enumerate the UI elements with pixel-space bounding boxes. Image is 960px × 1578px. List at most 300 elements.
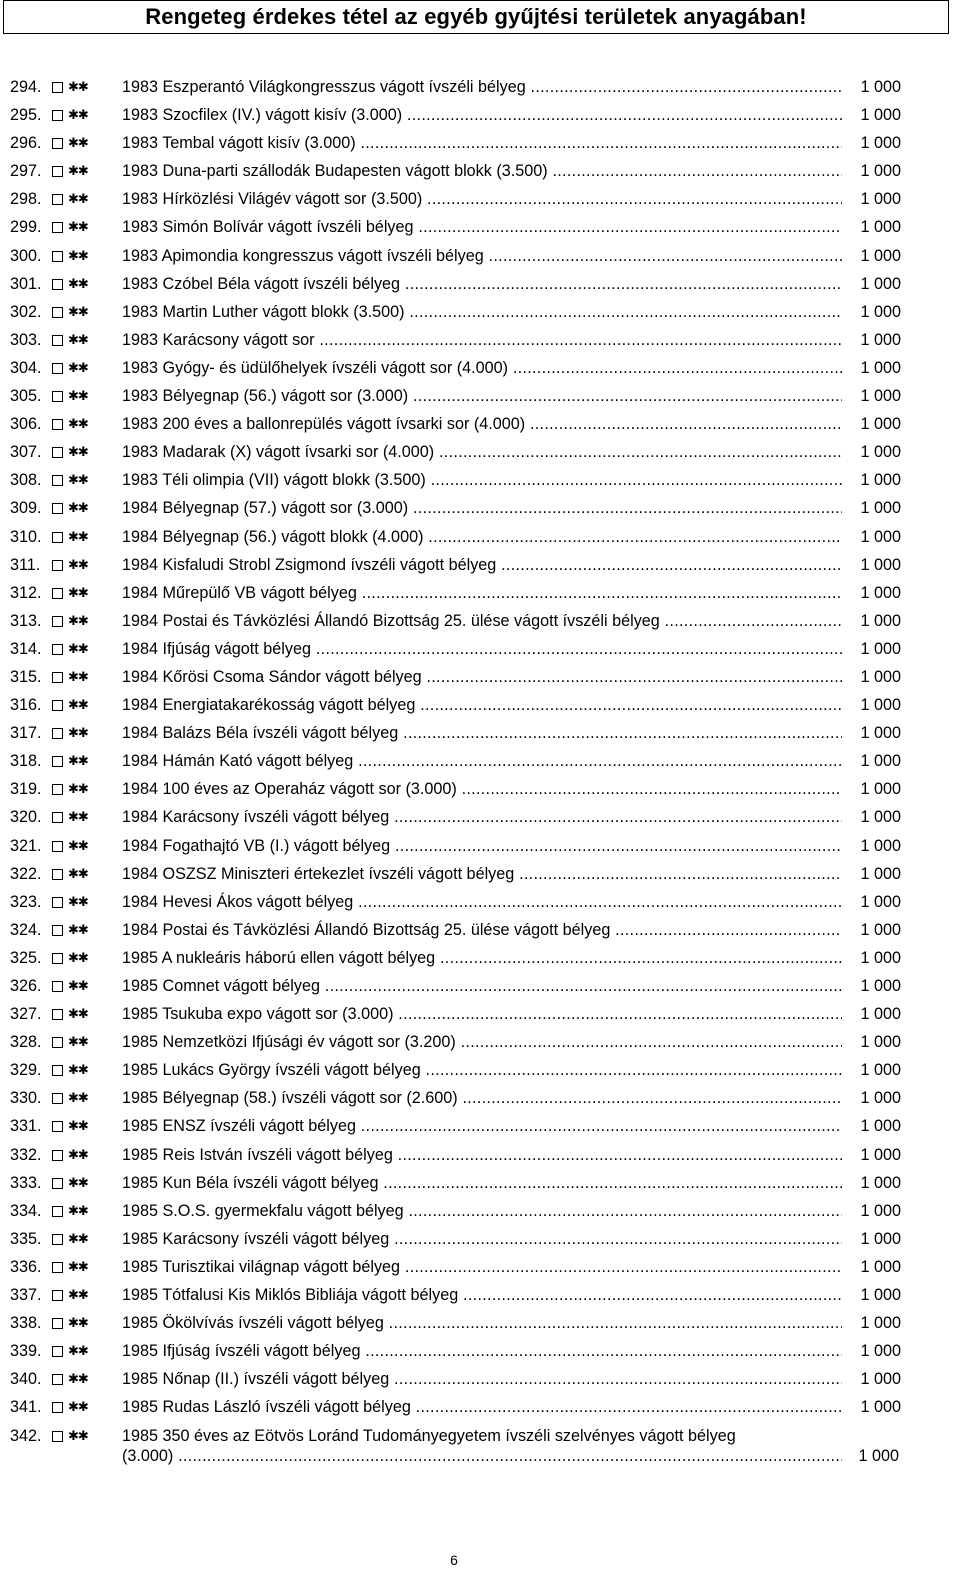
item-description: 1985 Nőnap (II.) ívszéli vágott bélyeg ..... <box>122 1365 899 1393</box>
list-item <box>0 410 960 438</box>
item-description-line2: (3.000) ..... <box>122 1446 852 1466</box>
checkbox-icon <box>52 447 63 458</box>
checkbox-icon <box>52 700 63 711</box>
item-number: 323. <box>10 892 42 911</box>
item-price: 1 000 <box>842 1000 901 1028</box>
list-item <box>0 523 960 551</box>
checkbox-icon <box>52 1037 63 1048</box>
checkbox-icon <box>52 925 63 936</box>
item-price: 1 000 <box>842 101 901 129</box>
list-item <box>0 551 960 579</box>
item-description: 1983 Martin Luther vágott blokk (3.500) ..... <box>122 298 899 326</box>
item-price: 1 000 <box>842 803 901 831</box>
item-number: 296. <box>10 134 42 153</box>
item-price: 1 000 <box>842 1365 901 1393</box>
item-description: 1983 Gyógy- és üdülőhelyek ívszéli vágott sor (4.000) ..... <box>122 354 899 382</box>
item-price: 1 000 <box>842 1084 901 1112</box>
item-description: 1983 Tembal vágott kisív (3.000) ..... <box>122 129 899 157</box>
item-price: 1 000 <box>842 326 901 354</box>
stars-icon: ✱✱ <box>68 500 88 516</box>
checkbox-icon <box>52 82 63 93</box>
checkbox-icon <box>52 1431 63 1442</box>
item-price: 1 000 <box>842 1169 901 1197</box>
list-item <box>0 1337 960 1365</box>
list-item <box>0 1365 960 1393</box>
checkbox-icon <box>52 279 63 290</box>
item-price: 1 000 <box>842 270 901 298</box>
stars-icon: ✱✱ <box>68 1427 88 1443</box>
checkbox-icon <box>52 1178 63 1189</box>
checkbox-icon <box>52 166 63 177</box>
item-description: 1985 Rudas László ívszéli vágott bélyeg ..... <box>122 1393 899 1421</box>
list-item <box>0 438 960 466</box>
checkbox-icon <box>52 897 63 908</box>
item-description: 1983 Eszperantó Világkongresszus vágott ívszéli bélyeg ..... <box>122 73 899 101</box>
stars-icon: ✱✱ <box>68 1230 88 1246</box>
stars-icon: ✱✱ <box>68 1174 88 1190</box>
item-description: 1984 Műrepülő VB vágott bélyeg ..... <box>122 579 899 607</box>
list-item <box>0 326 960 354</box>
item-description: 1984 Postai és Távközlési Állandó Bizottság 25. ülése vágott ívszéli bélyeg ..... <box>122 607 899 635</box>
stars-icon: ✱✱ <box>68 1118 88 1134</box>
item-description: 1984 Bélyegnap (56.) vágott blokk (4.000) ..... <box>122 523 899 551</box>
item-price: 1 000 <box>842 607 901 635</box>
item-number: 325. <box>10 948 42 967</box>
item-price: 1 000 <box>842 719 901 747</box>
list-item <box>0 129 960 157</box>
list-item <box>0 1141 960 1169</box>
item-number: 297. <box>10 162 42 181</box>
item-price: 1 000 <box>842 298 901 326</box>
item-price: 1 000 <box>842 242 901 270</box>
item-description: 1984 Hevesi Ákos vágott bélyeg ..... <box>122 888 899 916</box>
item-number: 321. <box>10 836 42 855</box>
item-price: 1 000 <box>842 1281 901 1309</box>
item-description: 1985 Turisztikai világnap vágott bélyeg ..... <box>122 1253 899 1281</box>
stars-icon: ✱✱ <box>68 556 88 572</box>
item-price: 1 000 <box>842 551 901 579</box>
item-price: 1 000 <box>842 1112 901 1140</box>
checkbox-icon <box>52 588 63 599</box>
checkbox-icon <box>52 560 63 571</box>
checkbox-icon <box>52 672 63 683</box>
item-price: 1 000 <box>842 1225 901 1253</box>
stars-icon: ✱✱ <box>68 697 88 713</box>
item-number: 305. <box>10 387 42 406</box>
item-number: 313. <box>10 611 42 630</box>
item-number: 320. <box>10 808 42 827</box>
page-title: Rengeteg érdekes tétel az egyéb gyűjtési területek anyagában! <box>145 4 807 29</box>
item-description: 1983 Karácsony vágott sor ..... <box>122 326 899 354</box>
item-list <box>0 73 960 1470</box>
page-header <box>3 0 949 34</box>
item-description: 1985 Nemzetközi Ifjúsági év vágott sor (3.200) ..... <box>122 1028 899 1056</box>
stars-icon: ✱✱ <box>68 1062 88 1078</box>
checkbox-icon <box>52 251 63 262</box>
item-price: 1 000 <box>842 691 901 719</box>
checkbox-icon <box>52 728 63 739</box>
page-number: 6 <box>450 1552 458 1568</box>
list-item <box>0 832 960 860</box>
list-item <box>0 663 960 691</box>
item-number: 299. <box>10 218 42 237</box>
checkbox-icon <box>52 812 63 823</box>
item-description: 1984 Kisfaludi Strobl Zsigmond ívszéli vágott bélyeg ..... <box>122 551 899 579</box>
stars-icon: ✱✱ <box>68 1315 88 1331</box>
item-number: 333. <box>10 1173 42 1192</box>
item-number: 322. <box>10 864 42 883</box>
stars-icon: ✱✱ <box>68 978 88 993</box>
item-price: 1 000 <box>842 747 901 775</box>
item-number: 330. <box>10 1089 42 1108</box>
stars-icon: ✱✱ <box>68 1202 88 1218</box>
item-description: 1983 Czóbel Béla vágott ívszéli bélyeg ..... <box>122 270 899 298</box>
list-item <box>0 1393 960 1421</box>
item-number: 314. <box>10 639 42 658</box>
item-price: 1 000 <box>842 523 901 551</box>
item-number: 294. <box>10 78 42 96</box>
item-price: 1 000 <box>842 888 901 916</box>
stars-icon: ✱✱ <box>68 1146 88 1162</box>
list-item <box>0 1225 960 1253</box>
stars-icon: ✱✱ <box>68 135 88 151</box>
checkbox-icon <box>52 1374 63 1385</box>
list-item <box>0 1309 960 1337</box>
item-price: 1 000 <box>842 1337 901 1365</box>
item-number: 319. <box>10 780 42 799</box>
stars-icon: ✱✱ <box>68 359 88 375</box>
item-description: 1984 OSZSZ Miniszteri értekezlet ívszéli vágott bélyeg ..... <box>122 860 899 888</box>
list-item <box>0 1028 960 1056</box>
item-price: 1 000 <box>842 73 901 101</box>
item-description: 1984 100 éves az Operaház vágott sor (3.000) ..... <box>122 775 899 803</box>
item-price: 1 000 <box>842 213 901 241</box>
checkbox-icon <box>52 1234 63 1245</box>
item-number: 331. <box>10 1117 42 1136</box>
stars-icon: ✱✱ <box>68 1399 88 1415</box>
checkbox-icon <box>52 1262 63 1273</box>
stars-icon: ✱✱ <box>68 1006 88 1022</box>
item-number: 316. <box>10 696 42 715</box>
item-price: 1 000 <box>842 438 901 466</box>
item-price: 1 000 <box>842 354 901 382</box>
item-price: 1 000 <box>842 129 901 157</box>
item-description: 1983 Duna-parti szállodák Budapesten vágott blokk (3.500) ..... <box>122 157 899 185</box>
list-item <box>0 1056 960 1084</box>
checkbox-icon <box>52 475 63 486</box>
list-item <box>0 1084 960 1112</box>
checkbox-icon <box>52 644 63 655</box>
item-price: 1 000 <box>842 1446 899 1466</box>
list-item <box>0 1253 960 1281</box>
item-description <box>122 1422 899 1466</box>
item-description: 1984 Kőrösi Csoma Sándor vágott bélyeg ..... <box>122 663 899 691</box>
item-number: 312. <box>10 583 42 602</box>
item-number: 337. <box>10 1286 42 1305</box>
stars-icon: ✱✱ <box>68 668 88 684</box>
item-price: 1 000 <box>842 382 901 410</box>
item-number: 304. <box>10 358 42 377</box>
checkbox-icon <box>52 110 63 121</box>
stars-icon: ✱✱ <box>68 444 88 460</box>
item-description: 1983 Bélyegnap (56.) vágott sor (3.000) ..... <box>122 382 899 410</box>
item-price: 1 000 <box>842 494 901 522</box>
checkbox-icon <box>52 1206 63 1217</box>
list-item <box>0 1000 960 1028</box>
item-number: 317. <box>10 724 42 743</box>
list-item <box>0 888 960 916</box>
item-price: 1 000 <box>842 1028 901 1056</box>
stars-icon: ✱✱ <box>68 837 88 853</box>
stars-icon: ✱✱ <box>68 865 88 881</box>
stars-icon: ✱✱ <box>68 612 88 628</box>
item-price: 1 000 <box>842 860 901 888</box>
item-number: 300. <box>10 246 42 265</box>
list-item <box>0 494 960 522</box>
item-number: 298. <box>10 190 42 209</box>
item-description: 1983 Simón Bolívár vágott ívszéli bélyeg ..... <box>122 213 899 241</box>
stars-icon: ✱✱ <box>68 809 88 825</box>
stars-icon: ✱✱ <box>68 303 88 319</box>
item-number: 338. <box>10 1314 42 1333</box>
item-number: 309. <box>10 499 42 518</box>
list-item <box>0 466 960 494</box>
item-description: 1985 Tótfalusi Kis Miklós Bibliája vágott bélyeg ..... <box>122 1281 899 1309</box>
item-price: 1 000 <box>842 1197 901 1225</box>
item-number: 335. <box>10 1229 42 1248</box>
checkbox-icon <box>52 1346 63 1357</box>
stars-icon: ✱✱ <box>68 191 88 207</box>
stars-icon: ✱✱ <box>68 1371 88 1387</box>
item-description: 1985 Tsukuba expo vágott sor (3.000) ..... <box>122 1000 899 1028</box>
item-number: 311. <box>10 555 41 574</box>
item-price: 1 000 <box>842 832 901 860</box>
item-number: 315. <box>10 667 42 686</box>
list-item <box>0 972 960 1000</box>
item-number: 303. <box>10 330 42 349</box>
checkbox-icon <box>52 363 63 374</box>
item-description: 1985 Ökölvívás ívszéli vágott bélyeg ..... <box>122 1309 899 1337</box>
item-number: 342. <box>10 1426 42 1445</box>
item-description: 1985 Ifjúság ívszéli vágott bélyeg ..... <box>122 1337 899 1365</box>
list-item <box>0 860 960 888</box>
item-description: 1984 Ifjúság vágott bélyeg ..... <box>122 635 899 663</box>
checkbox-icon <box>52 953 63 964</box>
item-number: 328. <box>10 1033 42 1052</box>
item-number: 310. <box>10 527 42 546</box>
item-price: 1 000 <box>842 944 901 972</box>
item-description: 1985 Karácsony ívszéli vágott bélyeg ..... <box>122 1225 899 1253</box>
list-item <box>0 270 960 298</box>
list-item <box>0 944 960 972</box>
list-item <box>0 775 960 803</box>
stars-icon: ✱✱ <box>68 107 88 123</box>
item-number: 318. <box>10 752 42 771</box>
stars-icon: ✱✱ <box>68 949 88 965</box>
item-price: 1 000 <box>842 1253 901 1281</box>
item-number: 332. <box>10 1145 42 1164</box>
item-description: 1985 Bélyegnap (58.) ívszéli vágott sor (2.600) ..... <box>122 1084 899 1112</box>
item-number: 295. <box>10 106 42 125</box>
checkbox-icon <box>52 1121 63 1132</box>
stars-icon: ✱✱ <box>68 247 88 263</box>
item-price: 1 000 <box>842 410 901 438</box>
item-price: 1 000 <box>842 972 901 1000</box>
item-price: 1 000 <box>842 185 901 213</box>
list-item <box>0 1197 960 1225</box>
item-description: 1984 Hámán Kató vágott bélyeg ..... <box>122 747 899 775</box>
checkbox-icon <box>52 532 63 543</box>
checkbox-icon <box>52 138 63 149</box>
item-description: 1985 Kun Béla ívszéli vágott bélyeg ..... <box>122 1169 899 1197</box>
stars-icon: ✱✱ <box>68 781 88 797</box>
checkbox-icon <box>52 1402 63 1413</box>
stars-icon: ✱✱ <box>68 1034 88 1050</box>
item-number: 302. <box>10 302 42 321</box>
list-item <box>0 1112 960 1140</box>
stars-icon: ✱✱ <box>68 893 88 909</box>
list-item <box>0 101 960 129</box>
item-description: 1985 ENSZ ívszéli vágott bélyeg ..... <box>122 1112 899 1140</box>
stars-icon: ✱✱ <box>68 1090 88 1106</box>
list-item <box>0 607 960 635</box>
checkbox-icon <box>52 616 63 627</box>
item-description: 1983 Hírközlési Világév vágott sor (3.500) ..... <box>122 185 899 213</box>
item-description: 1984 Bélyegnap (57.) vágott sor (3.000) ..... <box>122 494 899 522</box>
checkbox-icon <box>52 981 63 992</box>
list-item <box>0 1169 960 1197</box>
item-price: 1 000 <box>842 157 901 185</box>
list-item <box>0 157 960 185</box>
stars-icon: ✱✱ <box>68 219 88 235</box>
stars-icon: ✱✱ <box>68 921 88 937</box>
checkbox-icon <box>52 335 63 346</box>
item-price: 1 000 <box>842 1393 901 1421</box>
item-price: 1 000 <box>842 663 901 691</box>
list-item <box>0 1281 960 1309</box>
checkbox-icon <box>52 307 63 318</box>
item-description-line1: 1985 350 éves az Eötvös Loránd Tudományegyetem ívszéli szelvényes vágott bélyeg <box>122 1426 736 1445</box>
checkbox-icon <box>52 222 63 233</box>
item-number: 339. <box>10 1342 42 1361</box>
stars-icon: ✱✱ <box>68 1287 88 1303</box>
list-item <box>0 1422 960 1470</box>
item-number: 326. <box>10 977 42 995</box>
list-item <box>0 916 960 944</box>
item-description: 1983 Szocfilex (IV.) vágott kisív (3.000) ..... <box>122 101 899 129</box>
item-price: 1 000 <box>842 1309 901 1337</box>
list-item <box>0 213 960 241</box>
stars-icon: ✱✱ <box>68 472 88 488</box>
stars-icon: ✱✱ <box>68 163 88 179</box>
checkbox-icon <box>52 1150 63 1161</box>
list-item <box>0 354 960 382</box>
item-description: 1985 Lukács György ívszéli vágott bélyeg ..... <box>122 1056 899 1084</box>
checkbox-icon <box>52 869 63 880</box>
list-item <box>0 579 960 607</box>
item-price: 1 000 <box>842 466 901 494</box>
list-item <box>0 803 960 831</box>
item-number: 306. <box>10 415 42 434</box>
item-number: 341. <box>10 1398 42 1417</box>
stars-icon: ✱✱ <box>68 1258 88 1274</box>
item-description: 1984 Karácsony ívszéli vágott bélyeg ..... <box>122 803 899 831</box>
checkbox-icon <box>52 756 63 767</box>
stars-icon: ✱✱ <box>68 753 88 769</box>
list-item <box>0 298 960 326</box>
item-price: 1 000 <box>842 1141 901 1169</box>
stars-icon: ✱✱ <box>68 584 88 600</box>
item-number: 307. <box>10 443 42 462</box>
checkbox-icon <box>52 1009 63 1020</box>
list-item <box>0 691 960 719</box>
stars-icon: ✱✱ <box>68 725 88 741</box>
item-description: 1985 Reis István ívszéli vágott bélyeg ..... <box>122 1141 899 1169</box>
stars-icon: ✱✱ <box>68 275 88 291</box>
item-description: 1983 200 éves a ballonrepülés vágott ívsarki sor (4.000) ..... <box>122 410 899 438</box>
item-description: 1985 Comnet vágott bélyeg ..... <box>122 972 899 1000</box>
checkbox-icon <box>52 841 63 852</box>
checkbox-icon <box>52 391 63 402</box>
item-number: 324. <box>10 920 42 939</box>
checkbox-icon <box>52 784 63 795</box>
list-item <box>0 382 960 410</box>
item-number: 336. <box>10 1257 42 1276</box>
item-price: 1 000 <box>842 635 901 663</box>
checkbox-icon <box>52 194 63 205</box>
checkbox-icon <box>52 1290 63 1301</box>
list-item <box>0 635 960 663</box>
item-description: 1985 S.O.S. gyermekfalu vágott bélyeg ..... <box>122 1197 899 1225</box>
list-item <box>0 242 960 270</box>
checkbox-icon <box>52 1093 63 1104</box>
checkbox-icon <box>52 419 63 430</box>
checkbox-icon <box>52 503 63 514</box>
item-description: 1984 Fogathajtó VB (I.) vágott bélyeg ..... <box>122 832 899 860</box>
list-item <box>0 747 960 775</box>
stars-icon: ✱✱ <box>68 528 88 544</box>
stars-icon: ✱✱ <box>68 79 88 94</box>
item-price: 1 000 <box>842 579 901 607</box>
stars-icon: ✱✱ <box>68 1343 88 1359</box>
item-description: 1983 Madarak (X) vágott ívsarki sor (4.000) ..... <box>122 438 899 466</box>
item-number: 329. <box>10 1061 42 1080</box>
item-price: 1 000 <box>842 916 901 944</box>
stars-icon: ✱✱ <box>68 640 88 656</box>
list-item <box>0 185 960 213</box>
list-item <box>0 719 960 747</box>
item-description: 1983 Apimondia kongresszus vágott ívszéli bélyeg ..... <box>122 242 899 270</box>
list-item <box>0 73 960 101</box>
item-price: 1 000 <box>842 1056 901 1084</box>
stars-icon: ✱✱ <box>68 388 88 404</box>
item-description: 1984 Postai és Távközlési Állandó Bizottság 25. ülése vágott bélyeg ..... <box>122 916 899 944</box>
item-number: 301. <box>10 274 42 293</box>
checkbox-icon <box>52 1065 63 1076</box>
item-description: 1985 A nukleáris háború ellen vágott bélyeg ..... <box>122 944 899 972</box>
item-number: 327. <box>10 1005 42 1024</box>
item-number: 308. <box>10 471 42 490</box>
item-description: 1984 Balázs Béla ívszéli vágott bélyeg ..... <box>122 719 899 747</box>
item-price: 1 000 <box>842 775 901 803</box>
item-number: 334. <box>10 1201 42 1220</box>
item-description: 1983 Téli olimpia (VII) vágott blokk (3.500) ..... <box>122 466 899 494</box>
item-description: 1984 Energiatakarékosság vágott bélyeg ..... <box>122 691 899 719</box>
stars-icon: ✱✱ <box>68 331 88 347</box>
stars-icon: ✱✱ <box>68 416 88 432</box>
checkbox-icon <box>52 1318 63 1329</box>
item-number: 340. <box>10 1370 42 1389</box>
